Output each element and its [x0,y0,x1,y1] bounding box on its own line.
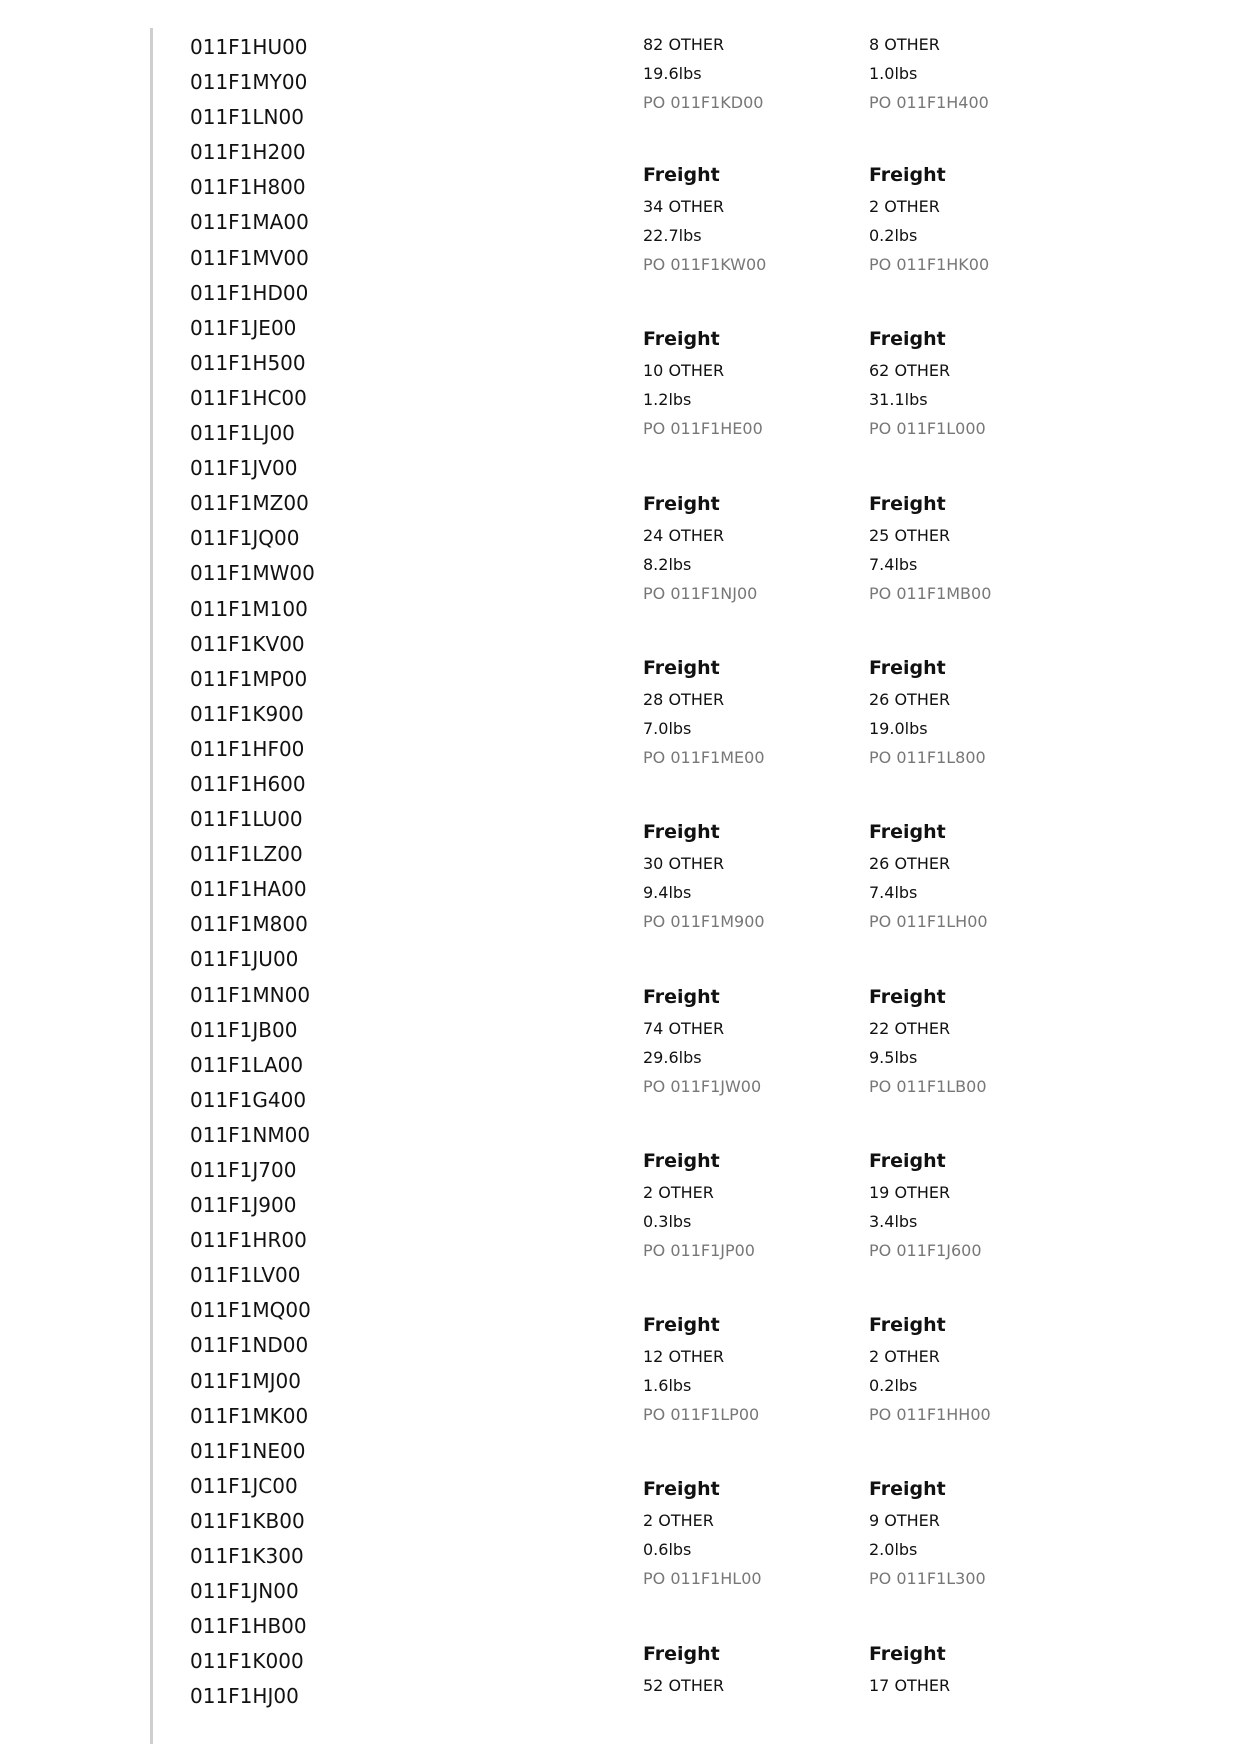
code-list-item: 011F1HF00 [190,736,305,761]
freight-card [643,651,843,772]
quantity-label: 2 OTHER [869,197,940,216]
left-margin-rule [150,28,153,1744]
code-list-item: 011F1MY00 [190,70,308,95]
freight-heading: Freight [869,1149,946,1172]
code-list-item: 011F1H500 [190,350,306,375]
freight-card [643,1308,843,1429]
quantity-label: 30 OTHER [643,854,725,874]
quantity-label: 2 OTHER [643,1511,714,1531]
code-list-item: 011F1HB00 [190,1614,307,1639]
freight-card [869,30,1069,117]
weight-label: 1.6lbs [643,1376,692,1396]
freight-card [643,322,843,443]
quantity-label: 34 OTHER [643,197,725,216]
freight-card [869,322,1069,443]
freight-card [869,1637,1069,1700]
freight-heading: Freight [643,328,720,351]
freight-heading: Freight [869,656,946,679]
code-list-item: 011F1J900 [190,1193,297,1218]
code-list-item: 011F1JC00 [190,1473,298,1498]
weight-label: 7.4lbs [869,554,918,574]
quantity-label: 26 OTHER [869,689,951,709]
weight-label: 31.1lbs [869,390,928,410]
code-list-item: 011F1MK00 [190,1403,309,1428]
code-list-item: 011F1H600 [190,771,306,796]
code-list-item: 011F1NE00 [190,1438,306,1463]
quantity-label: 28 OTHER [643,689,725,709]
code-list-item: 011F1ND00 [190,1333,309,1358]
code-list-item: 011F1G400 [190,1087,307,1112]
po-number: PO 011F1KW00 [643,255,767,274]
weight-label: 0.6lbs [643,1540,692,1560]
po-number: PO 011F1LB00 [869,1076,987,1096]
po-number: PO 011F1M900 [643,912,765,932]
code-list-item: 011F1JV00 [190,456,298,481]
po-number: PO 011F1HL00 [643,1569,762,1589]
freight-heading: Freight [643,1149,720,1172]
freight-heading: Freight [643,821,720,844]
po-number: PO 011F1L300 [869,1569,986,1589]
code-list-item: 011F1JE00 [190,315,297,340]
weight-label: 9.4lbs [643,883,692,903]
code-list-item: 011F1MV00 [190,245,309,270]
weight-label: 22.7lbs [643,226,702,245]
code-list-item: 011F1MW00 [190,561,315,586]
code-list-item: 011F1LJ00 [190,421,295,446]
quantity-label: 2 OTHER [643,1182,714,1202]
po-number: PO 011F1LH00 [869,912,988,932]
freight-heading: Freight [643,1314,720,1337]
freight-card [869,1472,1069,1593]
code-list-item: 011F1LV00 [190,1263,301,1288]
code-list-item: 011F1MN00 [190,982,311,1007]
code-list-item: 011F1HJ00 [190,1684,299,1709]
po-number: PO 011F1HK00 [869,255,990,274]
quantity-label: 82 OTHER [643,35,725,54]
freight-card [869,1308,1069,1429]
freight-heading: Freight [869,164,946,186]
freight-card [869,815,1069,936]
weight-label: 19.6lbs [643,64,702,83]
code-list-item: 011F1HU00 [190,35,308,59]
freight-heading: Freight [869,1642,946,1665]
quantity-label: 19 OTHER [869,1182,951,1202]
po-number: PO 011F1MB00 [869,583,992,603]
quantity-label: 10 OTHER [643,361,725,381]
weight-label: 9.5lbs [869,1047,918,1067]
quantity-label: 74 OTHER [643,1018,725,1038]
code-list-item: 011F1LA00 [190,1052,304,1077]
quantity-label: 9 OTHER [869,1511,940,1531]
code-list-item: 011F1KV00 [190,631,305,656]
code-list-item: 011F1HA00 [190,877,307,902]
code-list-item: 011F1MJ00 [190,1368,302,1393]
code-list-item: 011F1LZ00 [190,842,303,867]
code-list-item: 011F1JN00 [190,1579,299,1604]
code-list-item: 011F1MP00 [190,666,308,691]
quantity-label: 25 OTHER [869,525,951,545]
weight-label: 0.2lbs [869,226,918,245]
code-list-item: 011F1KB00 [190,1508,305,1533]
freight-card [643,1472,843,1593]
code-list-item: 011F1HD00 [190,280,309,305]
code-list-item: 011F1K000 [190,1649,304,1674]
freight-heading: Freight [869,492,946,515]
quantity-label: 8 OTHER [869,35,940,54]
code-list-item: 011F1K900 [190,701,304,726]
code-list-item: 011F1H200 [190,140,306,165]
po-number: PO 011F1JP00 [643,1240,755,1260]
freight-card [643,158,843,279]
weight-label: 8.2lbs [643,554,692,574]
freight-heading: Freight [869,328,946,351]
code-list-item: 011F1JU00 [190,947,299,972]
freight-heading: Freight [869,1478,946,1501]
code-list-item: 011F1LN00 [190,105,304,130]
weight-label: 7.0lbs [643,718,692,738]
po-number: PO 011F1L800 [869,747,986,767]
po-number: PO 011F1HE00 [643,419,763,439]
freight-card [643,980,843,1101]
freight-heading: Freight [869,985,946,1008]
weight-label: 0.2lbs [869,1376,918,1396]
weight-label: 3.4lbs [869,1211,918,1231]
quantity-label: 22 OTHER [869,1018,951,1038]
freight-heading: Freight [643,656,720,679]
code-list-item: 011F1K300 [190,1544,304,1569]
po-number: PO 011F1H400 [869,93,989,112]
code-list-item: 011F1NM00 [190,1122,311,1147]
freight-card [643,487,843,608]
freight-card [869,1144,1069,1265]
weight-label: 29.6lbs [643,1047,702,1067]
freight-card [643,815,843,936]
po-number: PO 011F1JW00 [643,1076,762,1096]
po-number: PO 011F1J600 [869,1240,982,1260]
freight-heading: Freight [869,1314,946,1337]
quantity-label: 2 OTHER [869,1347,940,1367]
code-list [190,30,315,1715]
code-list-item: 011F1MZ00 [190,491,309,516]
freight-card [869,980,1069,1101]
freight-card [643,1144,843,1265]
freight-card [869,651,1069,772]
quantity-label: 12 OTHER [643,1347,725,1367]
code-list-item: 011F1M100 [190,596,308,621]
quantity-label: 24 OTHER [643,525,725,545]
po-number: PO 011F1LP00 [643,1405,760,1425]
freight-card [643,1637,843,1700]
weight-label: 1.0lbs [869,64,918,83]
weight-label: 0.3lbs [643,1211,692,1231]
weight-label: 1.2lbs [643,390,692,410]
quantity-label: 26 OTHER [869,854,951,874]
code-list-item: 011F1JQ00 [190,526,300,551]
freight-heading: Freight [643,985,720,1008]
code-list-item: 011F1HC00 [190,385,307,410]
weight-label: 7.4lbs [869,883,918,903]
quantity-label: 62 OTHER [869,361,951,381]
code-list-item: 011F1J700 [190,1158,297,1182]
code-list-item: 011F1MQ00 [190,1298,311,1323]
code-list-item: 011F1MA00 [190,210,309,235]
freight-heading: Freight [643,1478,720,1501]
quantity-label: 52 OTHER [643,1675,725,1695]
freight-card [643,30,843,117]
po-number: PO 011F1KD00 [643,93,764,112]
quantity-label: 17 OTHER [869,1675,951,1695]
code-list-item: 011F1M800 [190,912,308,937]
freight-card [869,158,1069,279]
code-list-item: 011F1LU00 [190,807,303,832]
po-number: PO 011F1HH00 [869,1405,991,1425]
weight-label: 19.0lbs [869,718,928,738]
code-list-item: 011F1JB00 [190,1017,298,1042]
po-number: PO 011F1ME00 [643,747,765,767]
freight-card [869,487,1069,608]
po-number: PO 011F1L000 [869,419,986,439]
code-list-item: 011F1H800 [190,175,306,200]
freight-heading: Freight [643,1642,720,1665]
freight-heading: Freight [869,821,946,844]
freight-heading: Freight [643,492,720,515]
code-list-item: 011F1HR00 [190,1228,307,1253]
po-number: PO 011F1NJ00 [643,583,758,603]
weight-label: 2.0lbs [869,1540,918,1560]
freight-heading: Freight [643,164,720,186]
